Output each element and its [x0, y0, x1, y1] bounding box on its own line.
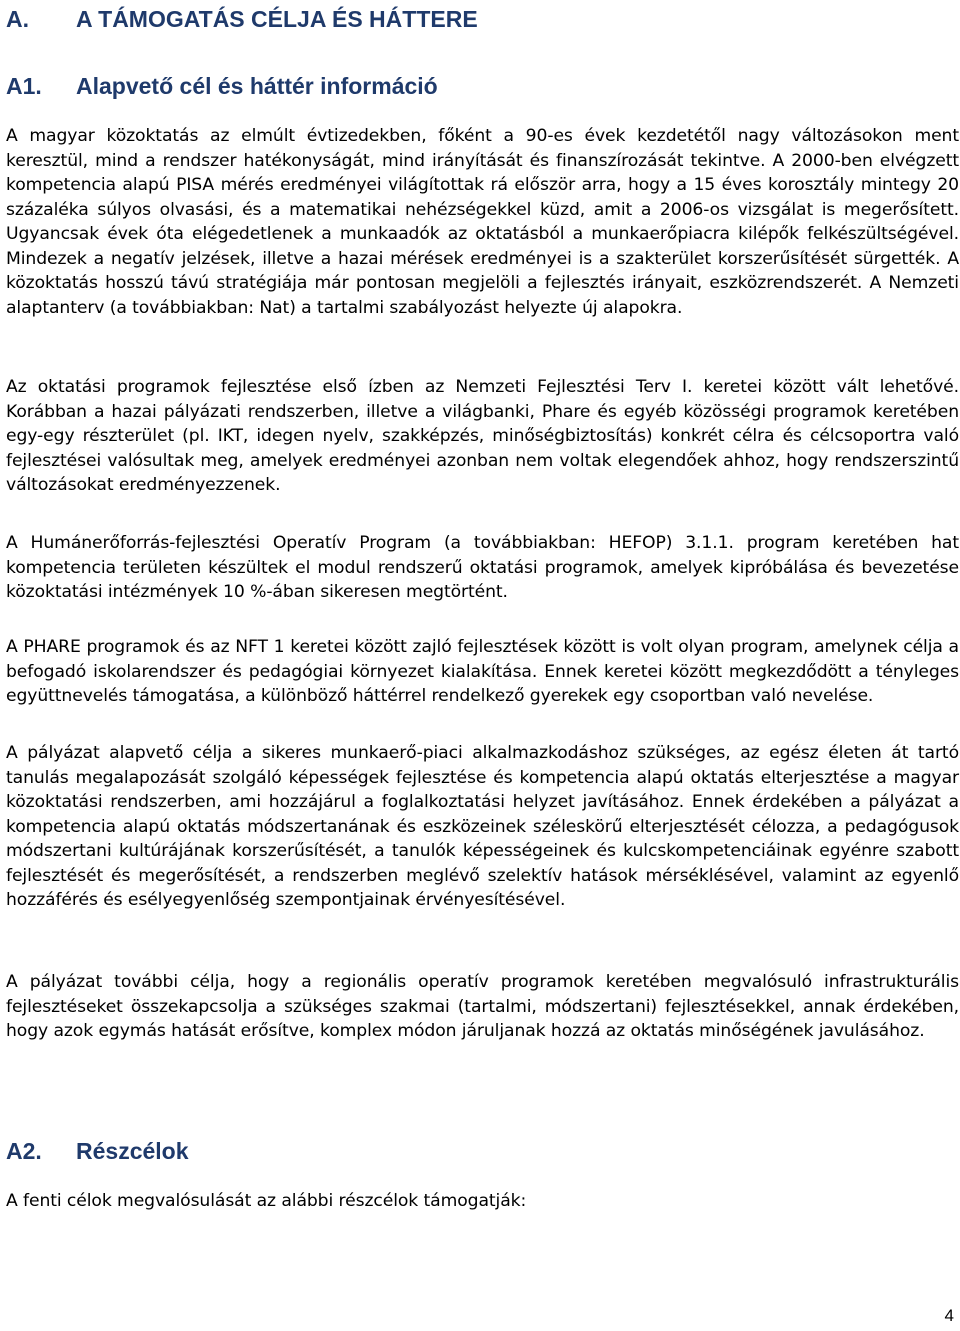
paragraph-2: Az oktatási programok fejlesztése első ízben az Nemzeti Fejlesztési Terv I. keretei között vált lehetővé. Korábban a hazai pályázati rendszerben, illetve a világbanki, Phare és egyéb közösségi programok keretében egy-egy részterület (pl. IKT, idegen nyelv, szakképzés, minőségbiztosítás) konkrét célra és célcsoportra való fejlesztései valósultak meg, amelyek eredményei azonban nem voltak elegendőek ahhoz, hogy rendszerszintű változásokat eredményezzenek.: [6, 377, 959, 496]
subsection-number-a2: A2.: [6, 1138, 42, 1164]
paragraph-5: A pályázat alapvető célja a sikeres munkaerő-piaci alkalmazkodáshoz szükséges, az egész életen át tartó tanulás megalapozását szolgáló képességek fejlesztése és kompetencia alapú oktatás elterjesztése a magyar közoktatási rendszerben, ami hozzájárul a foglalkoztatási helyzet javításához. Ennek érdekében a pályázat a kompetencia alapú oktatás módszertanának és eszközeinek széleskörű elterjesztését célozza, a pedagógusok módszertani kultúrájának korszerűsítését, a tanulók képességeinek és kulcskompetenciáinak egyénre szabott fejlesztését és megerősítését, a rendszerben meglévő szelektív hatások mérséklésével, valamint az egyenlő hozzáférés és esélyegyenlőség szempontjainak érvényesítésével.: [6, 743, 959, 911]
paragraph-1: A magyar közoktatás az elmúlt évtizedekben, főként a 90-es évek kezdetétől nagy változásokon ment keresztül, mind a rendszer hatékonyságát, mind irányítását és finanszírozását tekintve. A 2000-ben elvégzett kompetencia alapú PISA mérés eredményei világítottak rá először arra, hogy a 15 éves korosztály mintegy 20 százaléka súlyos olvasási, és a matematikai nehézségekkel küzd, amit a 2006-os vizsgálat is megerősített. Ugyancsak évek óta elégedetlenek a munkaadók az oktatásból a munkaerőpiacra kilépők felkészültségével. Mindezek a negatív jelzések, illetve a hazai mérések eredményei is a szakterület korszerűsítését sürgették. A közoktatás hosszú távú stratégiája már pontosan megjelöli a fejlesztés irányait, eszközrendszerét. A Nemzeti alaptanterv (a továbbiakban: Nat) a tartalmi szabályozást helyezte új alapokra.: [6, 126, 959, 318]
paragraph-4: A PHARE programok és az NFT 1 keretei között zajló fejlesztések között is volt olyan program, amelynek célja a befogadó iskolarendszer és pedagógiai környezet kialakítása. Ennek keretei között megkezdődött a tényleges együttnevelés támogatása, a különböző háttérrel rendelkező gyerekek egy csoportban való nevelése.: [6, 637, 959, 707]
subsection-a2-intro: A fenti célok megvalósulását az alábbi részcélok támogatják:: [6, 1191, 527, 1211]
section-heading: [6, 6, 478, 32]
subsection-title-a2: Részcélok: [76, 1138, 189, 1164]
subsection-heading-a2: [6, 1138, 189, 1164]
section-number: A.: [6, 6, 29, 32]
paragraph-6: A pályázat további célja, hogy a regionális operatív programok keretében megvalósuló infrastrukturális fejlesztéseket összekapcsolja a szükséges szakmai (tartalmi, módszertani) fejlesztésekkel, annak érdekében, hogy azok egymás hatását erősítve, komplex módon járuljanak hozzá az oktatás minőségének javulásához.: [6, 972, 959, 1042]
section-title: A TÁMOGATÁS CÉLJA ÉS HÁTTERE: [76, 6, 478, 32]
subsection-number-a1: A1.: [6, 73, 42, 99]
subsection-heading-a1: [6, 73, 438, 99]
page-number: 4: [944, 1306, 954, 1325]
paragraph-3: A Humánerőforrás-fejlesztési Operatív Program (a továbbiakban: HEFOP) 3.1.1. program keretében hat kompetencia területen készültek el modul rendszerű oktatási programok, amelyek kipróbálása és bevezetése közoktatási intézmények 10 %-ában sikeresen megtörtént.: [6, 533, 959, 603]
subsection-title-a1: Alapvető cél és háttér információ: [76, 73, 438, 99]
